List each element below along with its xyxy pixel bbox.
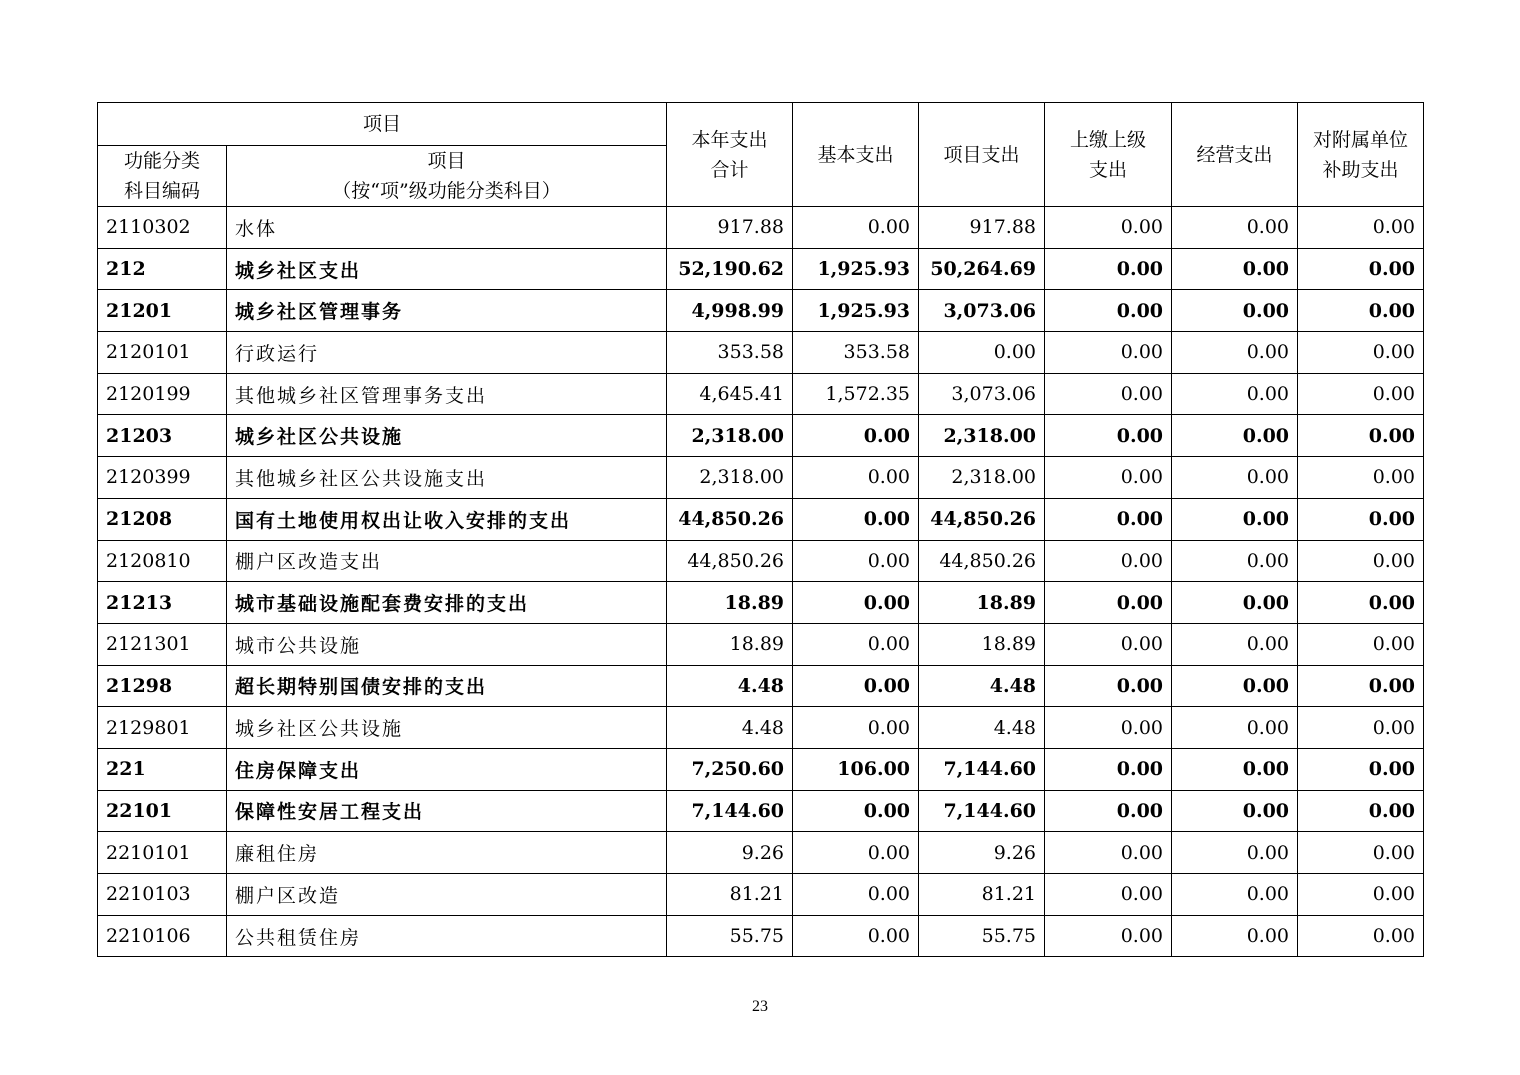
cell-upper: 0.00 [1045,290,1172,332]
cell-code: 2120810 [98,540,227,582]
table-row [98,915,1424,957]
cell-subsidy: 0.00 [1298,457,1424,499]
cell-upper: 0.00 [1045,457,1172,499]
cell-code: 21208 [98,498,227,540]
cell-upper: 0.00 [1045,207,1172,249]
cell-upper: 0.00 [1045,790,1172,832]
page-number: 23 [752,998,768,1015]
header-total: 本年支出 合计 [667,103,793,207]
cell-basic: 0.00 [793,874,919,916]
cell-subsidy: 0.00 [1298,207,1424,249]
cell-basic: 106.00 [793,748,919,790]
cell-name: 廉租住房 [227,832,667,874]
header-subsidy: 对附属单位 补助支出 [1298,103,1424,207]
cell-total: 44,850.26 [667,498,793,540]
cell-basic: 0.00 [793,207,919,249]
cell-item-expenditure: 3,073.06 [919,373,1045,415]
cell-code: 2121301 [98,623,227,665]
header-item: 项目 （按“项”级功能分类科目） [227,146,667,207]
cell-upper: 0.00 [1045,874,1172,916]
header-basic: 基本支出 [793,103,919,207]
cell-total: 353.58 [667,332,793,374]
cell-item-expenditure: 81.21 [919,874,1045,916]
cell-code: 2210106 [98,915,227,957]
cell-name: 行政运行 [227,332,667,374]
table-row [98,540,1424,582]
cell-name: 城市基础设施配套费安排的支出 [227,582,667,624]
cell-item-expenditure: 50,264.69 [919,248,1045,290]
cell-code: 2210103 [98,874,227,916]
cell-code: 2120199 [98,373,227,415]
cell-total: 52,190.62 [667,248,793,290]
cell-name: 棚户区改造支出 [227,540,667,582]
cell-item-expenditure: 18.89 [919,623,1045,665]
cell-subsidy: 0.00 [1298,874,1424,916]
cell-name: 城市公共设施 [227,623,667,665]
cell-code: 212 [98,248,227,290]
cell-subsidy: 0.00 [1298,248,1424,290]
cell-total: 7,144.60 [667,790,793,832]
cell-operating: 0.00 [1172,332,1298,374]
cell-item-expenditure: 7,144.60 [919,748,1045,790]
cell-total: 917.88 [667,207,793,249]
cell-basic: 353.58 [793,332,919,374]
cell-name: 城乡社区支出 [227,248,667,290]
cell-total: 4.48 [667,707,793,749]
cell-basic: 1,925.93 [793,290,919,332]
cell-subsidy: 0.00 [1298,498,1424,540]
cell-total: 18.89 [667,582,793,624]
cell-total: 55.75 [667,915,793,957]
cell-subsidy: 0.00 [1298,623,1424,665]
table-row [98,790,1424,832]
cell-operating: 0.00 [1172,707,1298,749]
expenditure-table [97,102,1424,957]
cell-name: 保障性安居工程支出 [227,790,667,832]
cell-code: 21213 [98,582,227,624]
cell-item-expenditure: 2,318.00 [919,457,1045,499]
cell-upper: 0.00 [1045,373,1172,415]
cell-item-expenditure: 4.48 [919,707,1045,749]
cell-code: 2110302 [98,207,227,249]
cell-name: 城乡社区公共设施 [227,707,667,749]
cell-basic: 0.00 [793,623,919,665]
table-row [98,874,1424,916]
cell-subsidy: 0.00 [1298,748,1424,790]
table-row [98,332,1424,374]
cell-upper: 0.00 [1045,248,1172,290]
cell-code: 21201 [98,290,227,332]
cell-basic: 0.00 [793,540,919,582]
table-row [98,415,1424,457]
cell-name: 城乡社区公共设施 [227,415,667,457]
cell-operating: 0.00 [1172,498,1298,540]
cell-code: 21203 [98,415,227,457]
table-row [98,498,1424,540]
cell-code: 2210101 [98,832,227,874]
cell-total: 44,850.26 [667,540,793,582]
cell-name: 超长期特别国债安排的支出 [227,665,667,707]
cell-operating: 0.00 [1172,582,1298,624]
cell-basic: 0.00 [793,790,919,832]
table-row [98,457,1424,499]
cell-name: 国有土地使用权出让收入安排的支出 [227,498,667,540]
cell-name: 棚户区改造 [227,874,667,916]
cell-upper: 0.00 [1045,707,1172,749]
cell-name: 住房保障支出 [227,748,667,790]
cell-subsidy: 0.00 [1298,540,1424,582]
cell-item-expenditure: 44,850.26 [919,498,1045,540]
header-operating: 经营支出 [1172,103,1298,207]
cell-code: 221 [98,748,227,790]
cell-total: 4.48 [667,665,793,707]
cell-basic: 0.00 [793,582,919,624]
cell-item-expenditure: 917.88 [919,207,1045,249]
cell-item-expenditure: 7,144.60 [919,790,1045,832]
cell-operating: 0.00 [1172,874,1298,916]
cell-subsidy: 0.00 [1298,373,1424,415]
cell-operating: 0.00 [1172,748,1298,790]
cell-upper: 0.00 [1045,748,1172,790]
table-row [98,707,1424,749]
cell-total: 9.26 [667,832,793,874]
cell-subsidy: 0.00 [1298,790,1424,832]
cell-operating: 0.00 [1172,790,1298,832]
cell-upper: 0.00 [1045,332,1172,374]
cell-basic: 0.00 [793,915,919,957]
cell-basic: 0.00 [793,665,919,707]
cell-item-expenditure: 9.26 [919,832,1045,874]
cell-basic: 0.00 [793,457,919,499]
cell-name: 其他城乡社区管理事务支出 [227,373,667,415]
cell-operating: 0.00 [1172,623,1298,665]
table-row [98,207,1424,249]
cell-basic: 0.00 [793,498,919,540]
cell-upper: 0.00 [1045,832,1172,874]
cell-total: 7,250.60 [667,748,793,790]
cell-upper: 0.00 [1045,665,1172,707]
cell-basic: 0.00 [793,832,919,874]
table-row [98,665,1424,707]
cell-basic: 0.00 [793,415,919,457]
cell-total: 2,318.00 [667,457,793,499]
cell-subsidy: 0.00 [1298,832,1424,874]
header-upper: 上缴上级 支出 [1045,103,1172,207]
cell-name: 公共租赁住房 [227,915,667,957]
table-row [98,582,1424,624]
cell-subsidy: 0.00 [1298,707,1424,749]
cell-operating: 0.00 [1172,415,1298,457]
table-body [98,207,1424,957]
cell-subsidy: 0.00 [1298,415,1424,457]
cell-total: 81.21 [667,874,793,916]
cell-operating: 0.00 [1172,207,1298,249]
cell-subsidy: 0.00 [1298,290,1424,332]
table-row [98,248,1424,290]
cell-subsidy: 0.00 [1298,665,1424,707]
cell-total: 18.89 [667,623,793,665]
cell-operating: 0.00 [1172,290,1298,332]
cell-operating: 0.00 [1172,915,1298,957]
cell-operating: 0.00 [1172,373,1298,415]
table-row [98,748,1424,790]
cell-item-expenditure: 44,850.26 [919,540,1045,582]
header-item-expenditure: 项目支出 [919,103,1045,207]
cell-subsidy: 0.00 [1298,582,1424,624]
cell-upper: 0.00 [1045,540,1172,582]
cell-code: 2129801 [98,707,227,749]
cell-upper: 0.00 [1045,498,1172,540]
table-row [98,373,1424,415]
cell-operating: 0.00 [1172,457,1298,499]
table-row [98,623,1424,665]
table-row [98,832,1424,874]
cell-basic: 1,572.35 [793,373,919,415]
cell-name: 城乡社区管理事务 [227,290,667,332]
cell-operating: 0.00 [1172,540,1298,582]
cell-code: 2120399 [98,457,227,499]
cell-upper: 0.00 [1045,915,1172,957]
cell-basic: 1,925.93 [793,248,919,290]
cell-item-expenditure: 0.00 [919,332,1045,374]
cell-operating: 0.00 [1172,832,1298,874]
cell-upper: 0.00 [1045,415,1172,457]
cell-subsidy: 0.00 [1298,332,1424,374]
cell-operating: 0.00 [1172,248,1298,290]
cell-total: 4,645.41 [667,373,793,415]
cell-name: 水体 [227,207,667,249]
cell-total: 2,318.00 [667,415,793,457]
cell-code: 22101 [98,790,227,832]
cell-code: 2120101 [98,332,227,374]
header-code: 功能分类 科目编码 [98,146,227,207]
cell-item-expenditure: 3,073.06 [919,290,1045,332]
cell-item-expenditure: 18.89 [919,582,1045,624]
cell-operating: 0.00 [1172,665,1298,707]
cell-subsidy: 0.00 [1298,915,1424,957]
table-row [98,290,1424,332]
cell-name: 其他城乡社区公共设施支出 [227,457,667,499]
cell-code: 21298 [98,665,227,707]
cell-item-expenditure: 4.48 [919,665,1045,707]
cell-item-expenditure: 55.75 [919,915,1045,957]
cell-upper: 0.00 [1045,623,1172,665]
cell-upper: 0.00 [1045,582,1172,624]
header-project: 项目 [98,103,667,146]
cell-basic: 0.00 [793,707,919,749]
cell-total: 4,998.99 [667,290,793,332]
cell-item-expenditure: 2,318.00 [919,415,1045,457]
